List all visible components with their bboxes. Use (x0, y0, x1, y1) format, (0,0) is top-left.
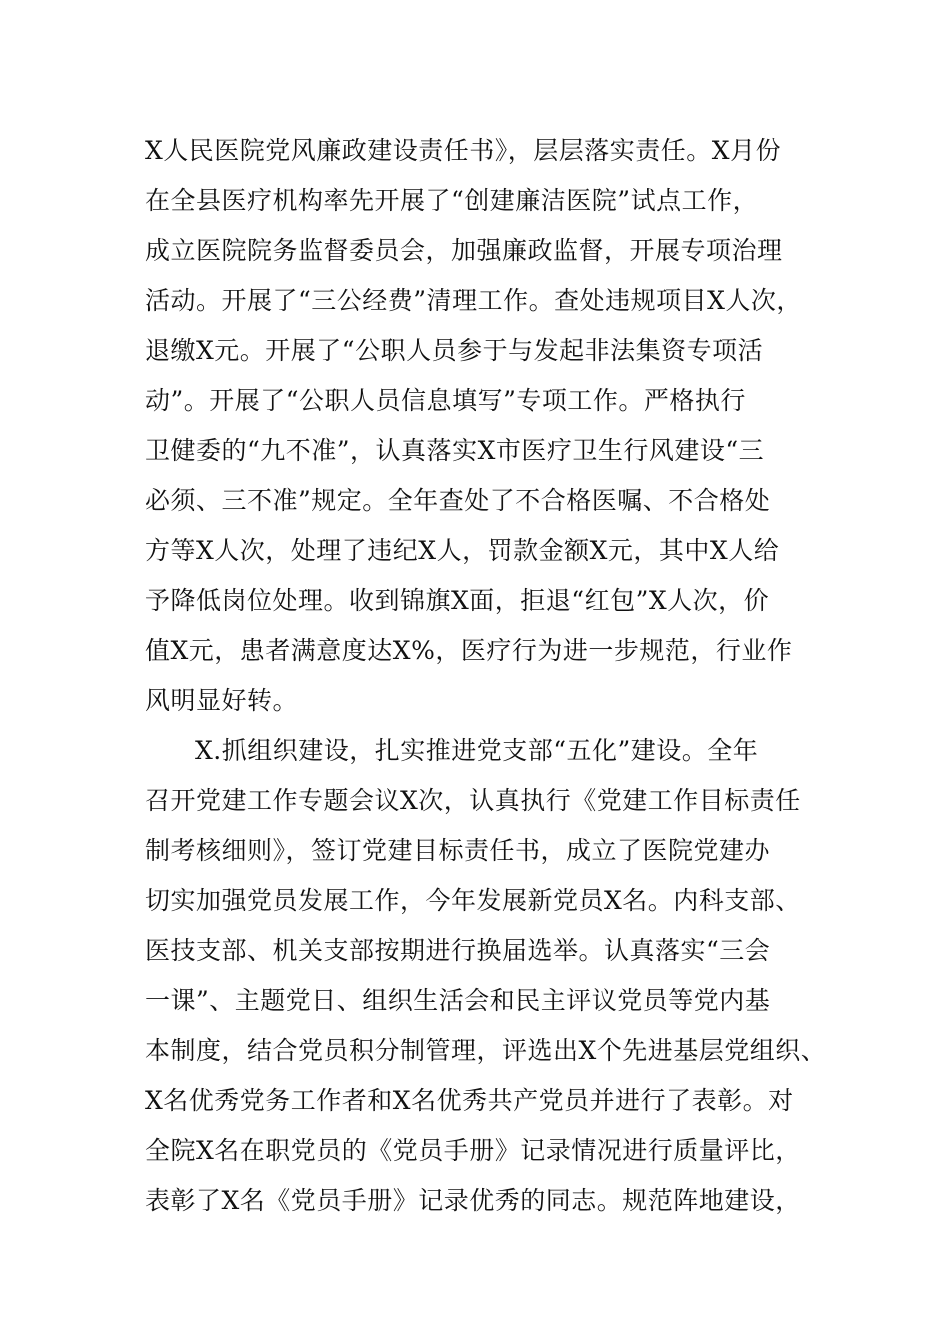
text-line: 成立医院院务监督委员会，加强廉政监督，开展专项治理 (145, 236, 783, 265)
text-line: 本制度，结合党员积分制管理，评选出X个先进基层党组织、 (145, 1036, 827, 1065)
text-line: X人民医院党风廉政建设责任书》，层层落实责任。X月份 (145, 136, 782, 165)
text-line: 活动。开展了“三公经费”清理工作。查处违规项目X人次， (145, 286, 802, 315)
paragraph-start-line: X.抓组织建设，扎实推进党支部“五化”建设。全年 (195, 736, 759, 765)
text-line: 值X元，患者满意度达X%，医疗行为进一步规范，行业作 (145, 636, 793, 665)
text-line: 医技支部、机关支部按期进行换届选举。认真落实“三会 (145, 936, 771, 965)
text-line: 召开党建工作专题会议X次，认真执行《党建工作目标责任 (145, 786, 801, 815)
text-line: 全院X名在职党员的《党员手册》记录情况进行质量评比， (145, 1136, 801, 1165)
text-line: 卫健委的“九不准”，认真落实X市医疗卫生行风建设“三 (145, 436, 765, 465)
text-line: 风明显好转。 (145, 686, 299, 715)
text-line: 动”。开展了“公职人员信息填写”专项工作。严格执行 (145, 386, 746, 415)
text-line: 予降低岗位处理。收到锦旗X面，拒退“红包”X人次，价 (145, 586, 770, 615)
text-line: 切实加强党员发展工作，今年发展新党员X名。内科支部、 (145, 886, 801, 915)
text-line: 方等X人次，处理了违纪X人，罚款金额X元，其中X人给 (145, 536, 780, 565)
text-line: 必须、三不准”规定。全年查处了不合格医嘱、不合格处 (145, 486, 771, 515)
text-line: 在全县医疗机构率先开展了“创建廉洁医院”试点工作， (145, 186, 759, 215)
text-line: X名优秀党务工作者和X名优秀共产党员并进行了表彰。对 (145, 1086, 794, 1115)
text-line: 制考核细则》，签订党建目标责任书，成立了医院党建办 (145, 836, 771, 865)
text-line: 一课”、主题党日、组织生活会和民主评议党员等党内基 (145, 986, 771, 1015)
text-line: 表彰了X名《党员手册》记录优秀的同志。规范阵地建设， (145, 1186, 801, 1215)
text-line: 退缴X元。开展了“公职人员参于与发起非法集资专项活 (145, 336, 764, 365)
